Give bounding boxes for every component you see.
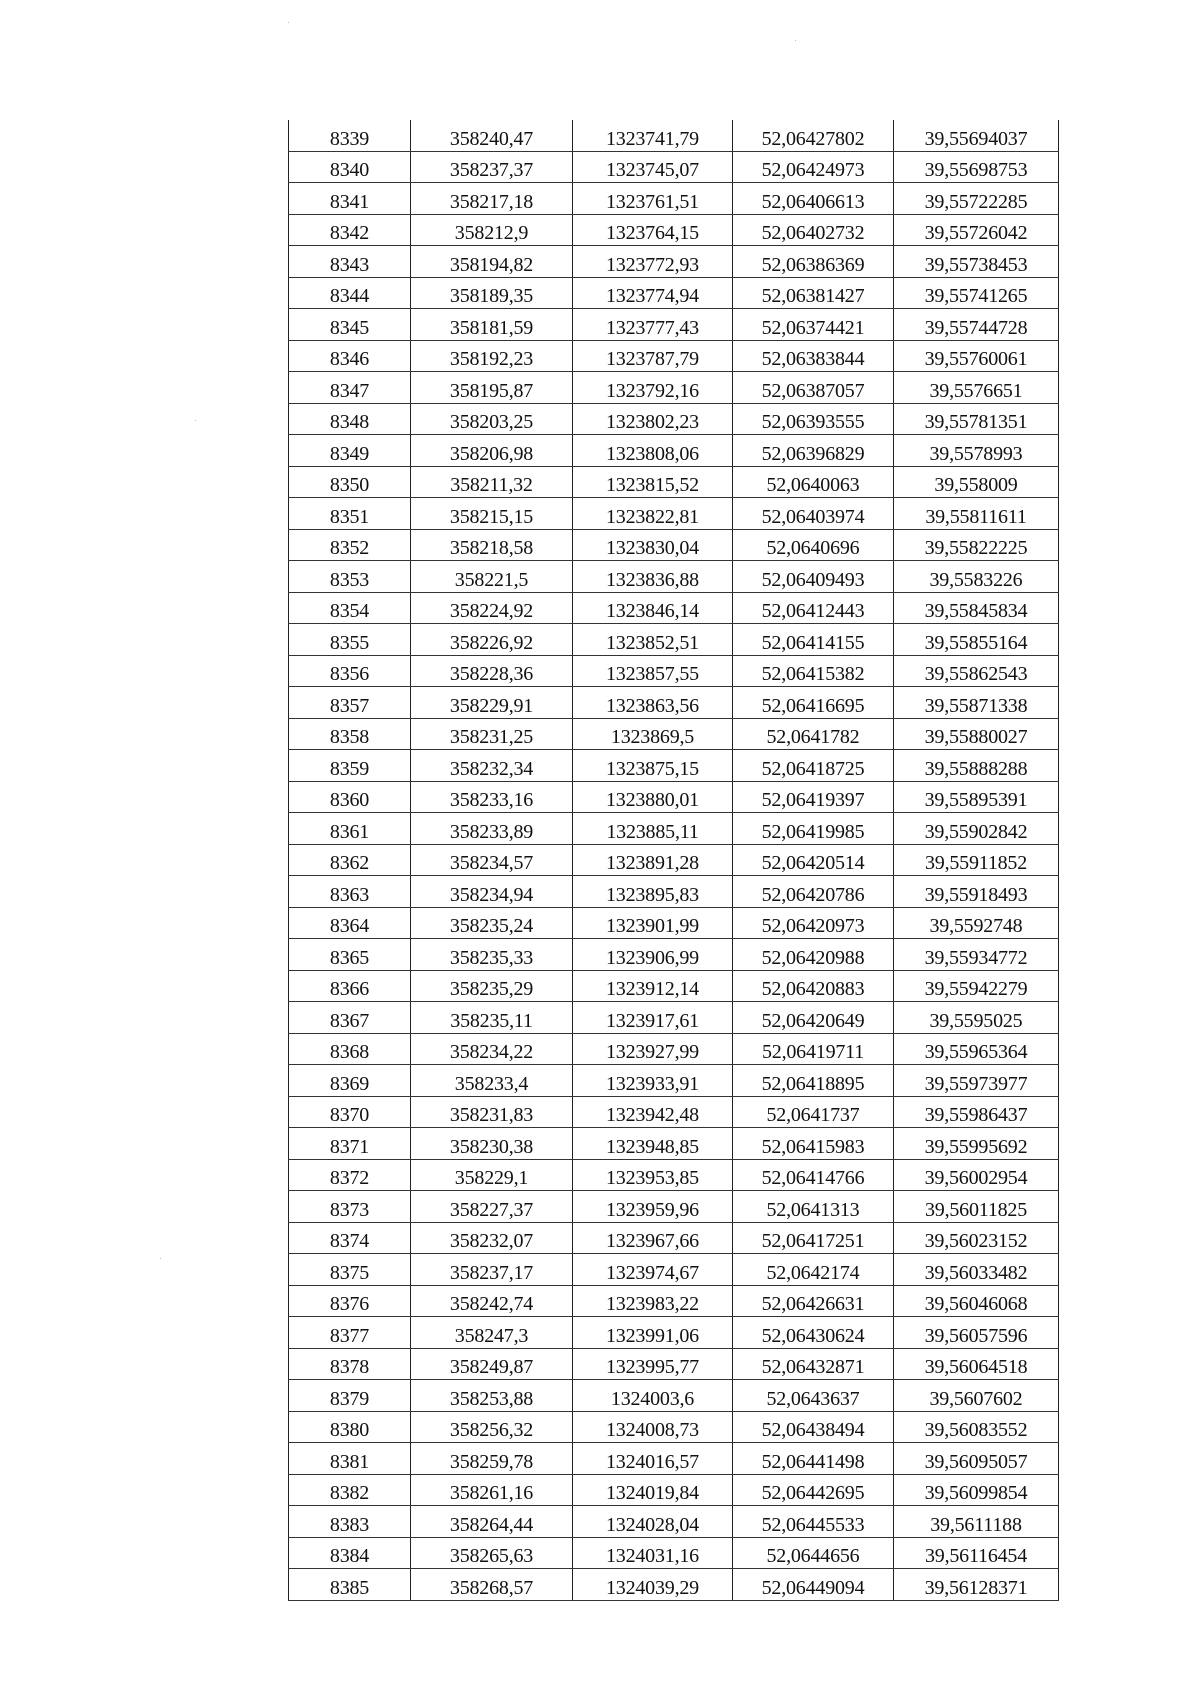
y-coordinate-cell: 1323815,52 — [573, 466, 733, 498]
y-coordinate-cell: 1324028,04 — [573, 1506, 733, 1538]
longitude-cell: 39,55822225 — [894, 529, 1059, 561]
point-number-cell: 8385 — [289, 1569, 411, 1601]
longitude-cell: 39,55911852 — [894, 844, 1059, 876]
latitude-cell: 52,06417251 — [733, 1222, 894, 1254]
y-coordinate-cell: 1323885,11 — [573, 813, 733, 845]
longitude-cell: 39,558009 — [894, 466, 1059, 498]
y-coordinate-cell: 1323846,14 — [573, 592, 733, 624]
x-coordinate-cell: 358233,16 — [411, 781, 573, 813]
point-number-cell: 8376 — [289, 1285, 411, 1317]
latitude-cell: 52,06381427 — [733, 277, 894, 309]
longitude-cell: 39,56046068 — [894, 1285, 1059, 1317]
table-row — [289, 1411, 1059, 1443]
x-coordinate-cell: 358192,23 — [411, 340, 573, 372]
longitude-cell: 39,55871338 — [894, 687, 1059, 719]
x-coordinate-cell: 358189,35 — [411, 277, 573, 309]
point-number-cell: 8356 — [289, 655, 411, 687]
table-row — [289, 1033, 1059, 1065]
point-number-cell: 8340 — [289, 151, 411, 183]
table-row — [289, 592, 1059, 624]
y-coordinate-cell: 1323875,15 — [573, 750, 733, 782]
longitude-cell: 39,55781351 — [894, 403, 1059, 435]
table-row — [289, 372, 1059, 404]
point-number-cell: 8357 — [289, 687, 411, 719]
point-number-cell: 8368 — [289, 1033, 411, 1065]
x-coordinate-cell: 358231,83 — [411, 1096, 573, 1128]
longitude-cell: 39,55986437 — [894, 1096, 1059, 1128]
longitude-cell: 39,55973977 — [894, 1065, 1059, 1097]
latitude-cell: 52,06383844 — [733, 340, 894, 372]
y-coordinate-cell: 1323967,66 — [573, 1222, 733, 1254]
latitude-cell: 52,06414766 — [733, 1159, 894, 1191]
point-number-cell: 8384 — [289, 1537, 411, 1569]
latitude-cell: 52,06409493 — [733, 561, 894, 593]
point-number-cell: 8361 — [289, 813, 411, 845]
x-coordinate-cell: 358233,4 — [411, 1065, 573, 1097]
y-coordinate-cell: 1323772,93 — [573, 246, 733, 278]
table-row — [289, 750, 1059, 782]
point-number-cell: 8350 — [289, 466, 411, 498]
point-number-cell: 8341 — [289, 183, 411, 215]
table-row — [289, 1569, 1059, 1601]
table-row — [289, 655, 1059, 687]
point-number-cell: 8372 — [289, 1159, 411, 1191]
longitude-cell: 39,56099854 — [894, 1474, 1059, 1506]
longitude-cell: 39,55698753 — [894, 151, 1059, 183]
y-coordinate-cell: 1324003,6 — [573, 1380, 733, 1412]
latitude-cell: 52,0641782 — [733, 718, 894, 750]
latitude-cell: 52,06420883 — [733, 970, 894, 1002]
longitude-cell: 39,56095057 — [894, 1443, 1059, 1475]
y-coordinate-cell: 1323830,04 — [573, 529, 733, 561]
table-row — [289, 1096, 1059, 1128]
point-number-cell: 8351 — [289, 498, 411, 530]
table-row — [289, 1506, 1059, 1538]
y-coordinate-cell: 1324016,57 — [573, 1443, 733, 1475]
x-coordinate-cell: 358228,36 — [411, 655, 573, 687]
y-coordinate-cell: 1323895,83 — [573, 876, 733, 908]
latitude-cell: 52,06424973 — [733, 151, 894, 183]
latitude-cell: 52,06420514 — [733, 844, 894, 876]
point-number-cell: 8363 — [289, 876, 411, 908]
x-coordinate-cell: 358206,98 — [411, 435, 573, 467]
longitude-cell: 39,55855164 — [894, 624, 1059, 656]
table-row — [289, 498, 1059, 530]
table-row — [289, 1002, 1059, 1034]
longitude-cell: 39,55722285 — [894, 183, 1059, 215]
latitude-cell: 52,06449094 — [733, 1569, 894, 1601]
y-coordinate-cell: 1323927,99 — [573, 1033, 733, 1065]
x-coordinate-cell: 358217,18 — [411, 183, 573, 215]
coordinates-table-container — [288, 120, 1058, 1601]
point-number-cell: 8354 — [289, 592, 411, 624]
point-number-cell: 8353 — [289, 561, 411, 593]
longitude-cell: 39,5611188 — [894, 1506, 1059, 1538]
table-row — [289, 309, 1059, 341]
table-row — [289, 1254, 1059, 1286]
y-coordinate-cell: 1323863,56 — [573, 687, 733, 719]
longitude-cell: 39,55694037 — [894, 120, 1059, 151]
point-number-cell: 8347 — [289, 372, 411, 404]
x-coordinate-cell: 358235,24 — [411, 907, 573, 939]
point-number-cell: 8370 — [289, 1096, 411, 1128]
x-coordinate-cell: 358229,1 — [411, 1159, 573, 1191]
point-number-cell: 8373 — [289, 1191, 411, 1223]
x-coordinate-cell: 358232,34 — [411, 750, 573, 782]
point-number-cell: 8358 — [289, 718, 411, 750]
latitude-cell: 52,06441498 — [733, 1443, 894, 1475]
latitude-cell: 52,06432871 — [733, 1348, 894, 1380]
longitude-cell: 39,55918493 — [894, 876, 1059, 908]
y-coordinate-cell: 1323891,28 — [573, 844, 733, 876]
longitude-cell: 39,56116454 — [894, 1537, 1059, 1569]
y-coordinate-cell: 1323836,88 — [573, 561, 733, 593]
x-coordinate-cell: 358234,22 — [411, 1033, 573, 1065]
y-coordinate-cell: 1323857,55 — [573, 655, 733, 687]
y-coordinate-cell: 1324039,29 — [573, 1569, 733, 1601]
x-coordinate-cell: 358237,17 — [411, 1254, 573, 1286]
scan-speck — [795, 40, 796, 41]
point-number-cell: 8359 — [289, 750, 411, 782]
scan-speck — [160, 1258, 161, 1259]
x-coordinate-cell: 358253,88 — [411, 1380, 573, 1412]
y-coordinate-cell: 1323761,51 — [573, 183, 733, 215]
longitude-cell: 39,55902842 — [894, 813, 1059, 845]
longitude-cell: 39,5578993 — [894, 435, 1059, 467]
y-coordinate-cell: 1323852,51 — [573, 624, 733, 656]
longitude-cell: 39,5576651 — [894, 372, 1059, 404]
table-row — [289, 876, 1059, 908]
latitude-cell: 52,0641737 — [733, 1096, 894, 1128]
point-number-cell: 8371 — [289, 1128, 411, 1160]
x-coordinate-cell: 358203,25 — [411, 403, 573, 435]
y-coordinate-cell: 1323787,79 — [573, 340, 733, 372]
x-coordinate-cell: 358249,87 — [411, 1348, 573, 1380]
table-row — [289, 435, 1059, 467]
longitude-cell: 39,55811611 — [894, 498, 1059, 530]
point-number-cell: 8345 — [289, 309, 411, 341]
latitude-cell: 52,06418895 — [733, 1065, 894, 1097]
point-number-cell: 8360 — [289, 781, 411, 813]
x-coordinate-cell: 358265,63 — [411, 1537, 573, 1569]
coordinates-table — [288, 120, 1059, 1601]
x-coordinate-cell: 358211,32 — [411, 466, 573, 498]
latitude-cell: 52,06420988 — [733, 939, 894, 971]
x-coordinate-cell: 358264,44 — [411, 1506, 573, 1538]
y-coordinate-cell: 1323901,99 — [573, 907, 733, 939]
point-number-cell: 8355 — [289, 624, 411, 656]
x-coordinate-cell: 358226,92 — [411, 624, 573, 656]
latitude-cell: 52,06415983 — [733, 1128, 894, 1160]
point-number-cell: 8377 — [289, 1317, 411, 1349]
table-row — [289, 466, 1059, 498]
latitude-cell: 52,06419397 — [733, 781, 894, 813]
y-coordinate-cell: 1323948,85 — [573, 1128, 733, 1160]
x-coordinate-cell: 358235,29 — [411, 970, 573, 1002]
y-coordinate-cell: 1323869,5 — [573, 718, 733, 750]
latitude-cell: 52,06420649 — [733, 1002, 894, 1034]
latitude-cell: 52,06418725 — [733, 750, 894, 782]
x-coordinate-cell: 358212,9 — [411, 214, 573, 246]
table-row — [289, 151, 1059, 183]
x-coordinate-cell: 358259,78 — [411, 1443, 573, 1475]
x-coordinate-cell: 358195,87 — [411, 372, 573, 404]
table-row — [289, 907, 1059, 939]
longitude-cell: 39,55726042 — [894, 214, 1059, 246]
point-number-cell: 8382 — [289, 1474, 411, 1506]
latitude-cell: 52,06415382 — [733, 655, 894, 687]
y-coordinate-cell: 1323880,01 — [573, 781, 733, 813]
latitude-cell: 52,0640696 — [733, 529, 894, 561]
y-coordinate-cell: 1323741,79 — [573, 120, 733, 151]
y-coordinate-cell: 1323933,91 — [573, 1065, 733, 1097]
latitude-cell: 52,06387057 — [733, 372, 894, 404]
table-row — [289, 1065, 1059, 1097]
x-coordinate-cell: 358230,38 — [411, 1128, 573, 1160]
latitude-cell: 52,06445533 — [733, 1506, 894, 1538]
longitude-cell: 39,5595025 — [894, 1002, 1059, 1034]
longitude-cell: 39,55934772 — [894, 939, 1059, 971]
latitude-cell: 52,06393555 — [733, 403, 894, 435]
x-coordinate-cell: 358237,37 — [411, 151, 573, 183]
x-coordinate-cell: 358240,47 — [411, 120, 573, 151]
longitude-cell: 39,56083552 — [894, 1411, 1059, 1443]
latitude-cell: 52,0644656 — [733, 1537, 894, 1569]
x-coordinate-cell: 358224,92 — [411, 592, 573, 624]
longitude-cell: 39,56002954 — [894, 1159, 1059, 1191]
latitude-cell: 52,06406613 — [733, 183, 894, 215]
point-number-cell: 8383 — [289, 1506, 411, 1538]
x-coordinate-cell: 358242,74 — [411, 1285, 573, 1317]
table-row — [289, 1191, 1059, 1223]
table-row — [289, 970, 1059, 1002]
point-number-cell: 8380 — [289, 1411, 411, 1443]
latitude-cell: 52,06442695 — [733, 1474, 894, 1506]
latitude-cell: 52,06419985 — [733, 813, 894, 845]
latitude-cell: 52,06420786 — [733, 876, 894, 908]
table-row — [289, 1537, 1059, 1569]
x-coordinate-cell: 358227,37 — [411, 1191, 573, 1223]
latitude-cell: 52,06438494 — [733, 1411, 894, 1443]
table-row — [289, 214, 1059, 246]
y-coordinate-cell: 1323917,61 — [573, 1002, 733, 1034]
point-number-cell: 8365 — [289, 939, 411, 971]
latitude-cell: 52,06403974 — [733, 498, 894, 530]
latitude-cell: 52,06402732 — [733, 214, 894, 246]
latitude-cell: 52,06414155 — [733, 624, 894, 656]
table-row — [289, 1474, 1059, 1506]
latitude-cell: 52,06396829 — [733, 435, 894, 467]
point-number-cell: 8375 — [289, 1254, 411, 1286]
longitude-cell: 39,55965364 — [894, 1033, 1059, 1065]
longitude-cell: 39,56057596 — [894, 1317, 1059, 1349]
table-row — [289, 781, 1059, 813]
x-coordinate-cell: 358232,07 — [411, 1222, 573, 1254]
longitude-cell: 39,55744728 — [894, 309, 1059, 341]
table-row — [289, 120, 1059, 151]
table-row — [289, 813, 1059, 845]
point-number-cell: 8367 — [289, 1002, 411, 1034]
table-row — [289, 277, 1059, 309]
table-row — [289, 1159, 1059, 1191]
latitude-cell: 52,06374421 — [733, 309, 894, 341]
y-coordinate-cell: 1323774,94 — [573, 277, 733, 309]
x-coordinate-cell: 358235,11 — [411, 1002, 573, 1034]
latitude-cell: 52,06426631 — [733, 1285, 894, 1317]
latitude-cell: 52,06416695 — [733, 687, 894, 719]
x-coordinate-cell: 358231,25 — [411, 718, 573, 750]
y-coordinate-cell: 1323777,43 — [573, 309, 733, 341]
point-number-cell: 8378 — [289, 1348, 411, 1380]
longitude-cell: 39,55738453 — [894, 246, 1059, 278]
y-coordinate-cell: 1323959,96 — [573, 1191, 733, 1223]
point-number-cell: 8352 — [289, 529, 411, 561]
longitude-cell: 39,55888288 — [894, 750, 1059, 782]
table-row — [289, 718, 1059, 750]
x-coordinate-cell: 358234,94 — [411, 876, 573, 908]
table-row — [289, 340, 1059, 372]
y-coordinate-cell: 1323906,99 — [573, 939, 733, 971]
longitude-cell: 39,55845834 — [894, 592, 1059, 624]
y-coordinate-cell: 1323792,16 — [573, 372, 733, 404]
longitude-cell: 39,56023152 — [894, 1222, 1059, 1254]
table-row — [289, 561, 1059, 593]
latitude-cell: 52,06386369 — [733, 246, 894, 278]
coordinates-table-body — [289, 120, 1059, 1600]
table-row — [289, 939, 1059, 971]
y-coordinate-cell: 1323995,77 — [573, 1348, 733, 1380]
longitude-cell: 39,5592748 — [894, 907, 1059, 939]
y-coordinate-cell: 1323953,85 — [573, 1159, 733, 1191]
y-coordinate-cell: 1324031,16 — [573, 1537, 733, 1569]
table-row — [289, 529, 1059, 561]
y-coordinate-cell: 1324008,73 — [573, 1411, 733, 1443]
longitude-cell: 39,56128371 — [894, 1569, 1059, 1601]
latitude-cell: 52,0640063 — [733, 466, 894, 498]
point-number-cell: 8366 — [289, 970, 411, 1002]
table-row — [289, 624, 1059, 656]
scan-speck — [195, 420, 196, 421]
point-number-cell: 8379 — [289, 1380, 411, 1412]
point-number-cell: 8381 — [289, 1443, 411, 1475]
longitude-cell: 39,56011825 — [894, 1191, 1059, 1223]
table-row — [289, 1348, 1059, 1380]
longitude-cell: 39,56064518 — [894, 1348, 1059, 1380]
point-number-cell: 8339 — [289, 120, 411, 151]
x-coordinate-cell: 358235,33 — [411, 939, 573, 971]
point-number-cell: 8364 — [289, 907, 411, 939]
table-row — [289, 183, 1059, 215]
table-row — [289, 1443, 1059, 1475]
latitude-cell: 52,06430624 — [733, 1317, 894, 1349]
x-coordinate-cell: 358194,82 — [411, 246, 573, 278]
point-number-cell: 8349 — [289, 435, 411, 467]
point-number-cell: 8362 — [289, 844, 411, 876]
longitude-cell: 39,55862543 — [894, 655, 1059, 687]
longitude-cell: 39,56033482 — [894, 1254, 1059, 1286]
latitude-cell: 52,06420973 — [733, 907, 894, 939]
point-number-cell: 8369 — [289, 1065, 411, 1097]
longitude-cell: 39,55895391 — [894, 781, 1059, 813]
latitude-cell: 52,0643637 — [733, 1380, 894, 1412]
x-coordinate-cell: 358233,89 — [411, 813, 573, 845]
x-coordinate-cell: 358181,59 — [411, 309, 573, 341]
x-coordinate-cell: 358234,57 — [411, 844, 573, 876]
x-coordinate-cell: 358215,15 — [411, 498, 573, 530]
x-coordinate-cell: 358261,16 — [411, 1474, 573, 1506]
y-coordinate-cell: 1323991,06 — [573, 1317, 733, 1349]
y-coordinate-cell: 1323942,48 — [573, 1096, 733, 1128]
point-number-cell: 8374 — [289, 1222, 411, 1254]
x-coordinate-cell: 358256,32 — [411, 1411, 573, 1443]
table-row — [289, 844, 1059, 876]
point-number-cell: 8342 — [289, 214, 411, 246]
latitude-cell: 52,0641313 — [733, 1191, 894, 1223]
y-coordinate-cell: 1323822,81 — [573, 498, 733, 530]
x-coordinate-cell: 358221,5 — [411, 561, 573, 593]
x-coordinate-cell: 358218,58 — [411, 529, 573, 561]
point-number-cell: 8346 — [289, 340, 411, 372]
longitude-cell: 39,55760061 — [894, 340, 1059, 372]
latitude-cell: 52,06412443 — [733, 592, 894, 624]
table-row — [289, 1317, 1059, 1349]
scan-speck — [288, 22, 289, 23]
longitude-cell: 39,5583226 — [894, 561, 1059, 593]
point-number-cell: 8344 — [289, 277, 411, 309]
y-coordinate-cell: 1323974,67 — [573, 1254, 733, 1286]
table-row — [289, 1285, 1059, 1317]
table-row — [289, 403, 1059, 435]
y-coordinate-cell: 1323802,23 — [573, 403, 733, 435]
x-coordinate-cell: 358268,57 — [411, 1569, 573, 1601]
point-number-cell: 8348 — [289, 403, 411, 435]
latitude-cell: 52,06419711 — [733, 1033, 894, 1065]
longitude-cell: 39,55942279 — [894, 970, 1059, 1002]
table-row — [289, 1222, 1059, 1254]
y-coordinate-cell: 1324019,84 — [573, 1474, 733, 1506]
latitude-cell: 52,0642174 — [733, 1254, 894, 1286]
table-row — [289, 687, 1059, 719]
x-coordinate-cell: 358247,3 — [411, 1317, 573, 1349]
y-coordinate-cell: 1323764,15 — [573, 214, 733, 246]
longitude-cell: 39,5607602 — [894, 1380, 1059, 1412]
point-number-cell: 8343 — [289, 246, 411, 278]
table-row — [289, 246, 1059, 278]
y-coordinate-cell: 1323912,14 — [573, 970, 733, 1002]
x-coordinate-cell: 358229,91 — [411, 687, 573, 719]
table-row — [289, 1380, 1059, 1412]
y-coordinate-cell: 1323808,06 — [573, 435, 733, 467]
longitude-cell: 39,55995692 — [894, 1128, 1059, 1160]
y-coordinate-cell: 1323745,07 — [573, 151, 733, 183]
longitude-cell: 39,55880027 — [894, 718, 1059, 750]
latitude-cell: 52,06427802 — [733, 120, 894, 151]
table-row — [289, 1128, 1059, 1160]
longitude-cell: 39,55741265 — [894, 277, 1059, 309]
y-coordinate-cell: 1323983,22 — [573, 1285, 733, 1317]
